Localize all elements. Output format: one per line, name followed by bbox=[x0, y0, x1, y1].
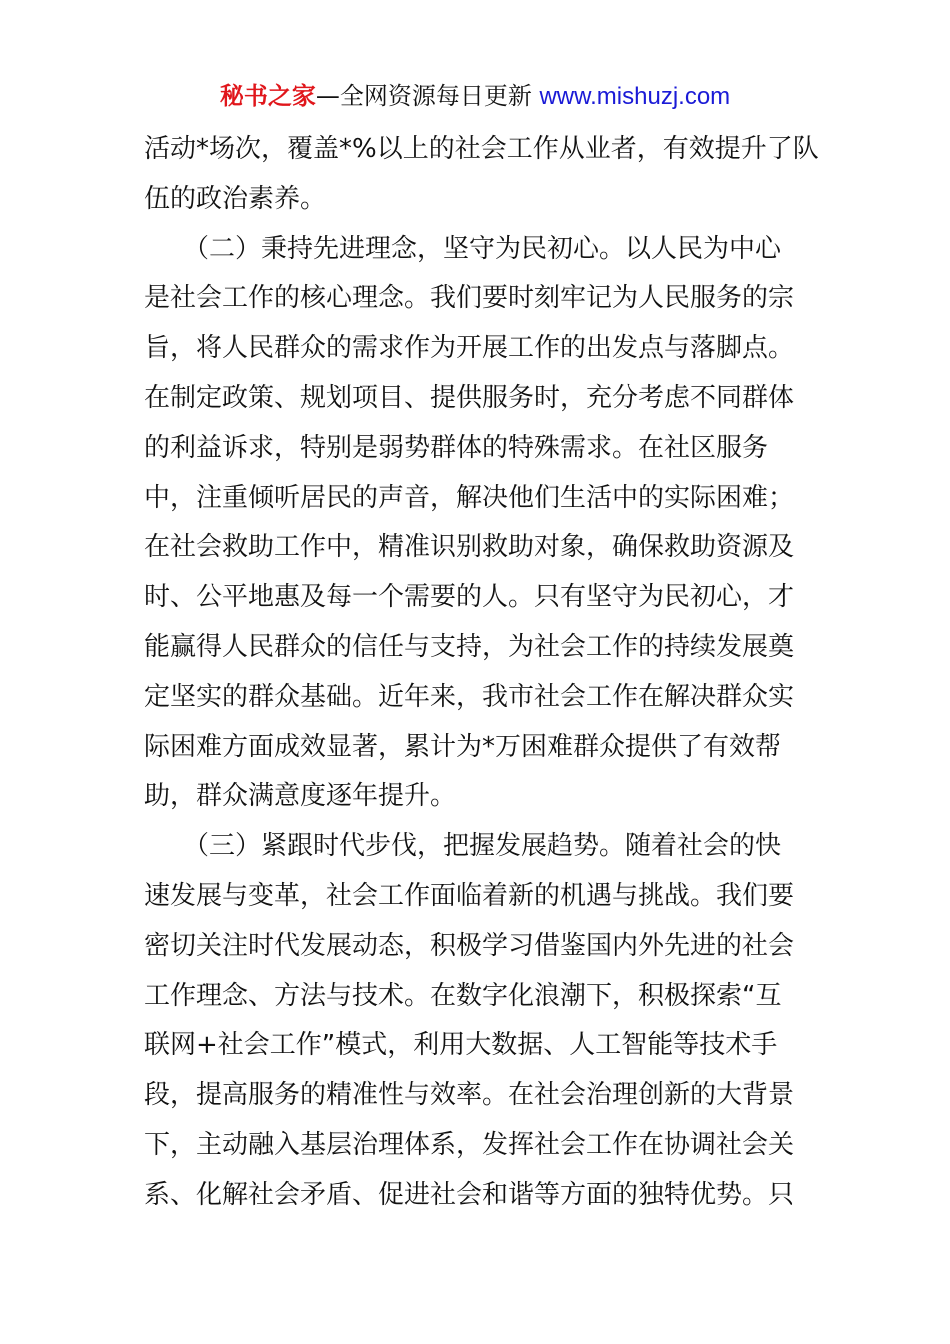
text-line: 在社会救助工作中，精准识别救助对象，确保救助资源及 bbox=[144, 532, 795, 563]
site-header bbox=[0, 80, 950, 113]
text-line: 密切关注时代发展动态，积极学习借鉴国内外先进的社会 bbox=[144, 930, 795, 961]
document-body bbox=[144, 125, 819, 1221]
site-tagline: —全网资源每日更新 bbox=[315, 82, 540, 110]
text-line: 助，群众满意度逐年提升。 bbox=[144, 781, 457, 812]
text-line: 中，注重倾听居民的声音，解决他们生活中的实际困难； bbox=[144, 482, 795, 513]
text-line: 是社会工作的核心理念。我们要时刻牢记为人民服务的宗 bbox=[144, 283, 795, 314]
text-line: （二）秉持先进理念，坚守为民初心。以人民为中心 bbox=[144, 233, 782, 264]
text-line: 旨，将人民群众的需求作为开展工作的出发点与落脚点。 bbox=[144, 333, 795, 364]
text-line: 伍的政治素养。 bbox=[144, 183, 327, 214]
text-line: 能赢得人民群众的信任与支持，为社会工作的持续发展奠 bbox=[144, 631, 795, 662]
text-line: 系、化解社会矛盾、促进社会和谐等方面的独特优势。只 bbox=[144, 1179, 795, 1210]
text-line: 的利益诉求，特别是弱势群体的特殊需求。在社区服务 bbox=[144, 432, 769, 463]
text-line: 工作理念、方法与技术。在数字化浪潮下，积极探索“互 bbox=[144, 980, 782, 1011]
text-line: 下，主动融入基层治理体系，发挥社会工作在协调社会关 bbox=[144, 1129, 795, 1160]
text-line: 时、公平地惠及每一个需要的人。只有坚守为民初心，才 bbox=[144, 582, 795, 613]
text-line: 联网+社会工作”模式，利用大数据、人工智能等技术手 bbox=[144, 1030, 778, 1061]
site-brand: 秘书之家 bbox=[219, 82, 316, 110]
text-line: 活动*场次，覆盖*%以上的社会工作从业者，有效提升了队 bbox=[144, 134, 819, 164]
text-line: 际困难方面成效显著，累计为*万困难群众提供了有效帮 bbox=[144, 731, 782, 762]
text-line: 在制定政策、规划项目、提供服务时，充分考虑不同群体 bbox=[144, 382, 795, 413]
text-line: 段，提高服务的精准性与效率。在社会治理创新的大背景 bbox=[144, 1080, 795, 1111]
text-line: 速发展与变革，社会工作面临着新的机遇与挑战。我们要 bbox=[144, 880, 795, 911]
text-line: （三）紧跟时代步伐，把握发展趋势。随着社会的快 bbox=[144, 831, 782, 862]
text-line: 定坚实的群众基础。近年来，我市社会工作在解决群众实 bbox=[144, 681, 795, 712]
site-url-link[interactable]: www.mishuzj.com bbox=[539, 83, 731, 110]
